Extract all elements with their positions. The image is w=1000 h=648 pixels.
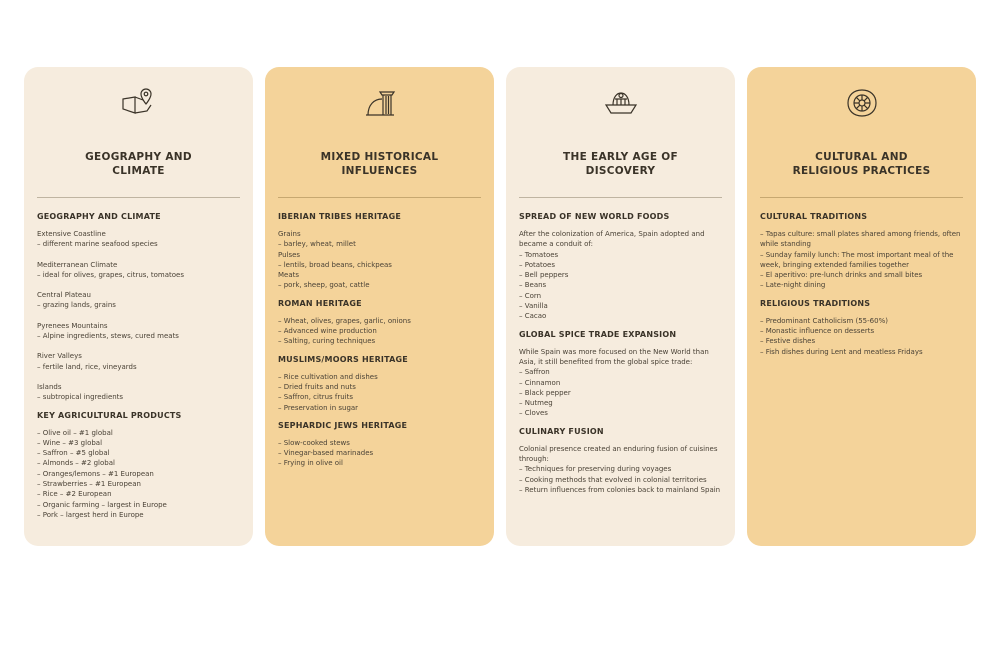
text-group xyxy=(37,351,240,372)
text-line: – grazing lands, grains xyxy=(37,301,116,310)
card-title: CULTURAL AND RELIGIOUS PRACTICES xyxy=(792,151,931,177)
section-geography xyxy=(37,212,240,403)
section-agricultural-products xyxy=(37,411,240,521)
text-line: – pork, sheep, goat, cattle xyxy=(278,281,370,290)
text-line: Pulses xyxy=(278,250,301,259)
text-group xyxy=(37,229,240,250)
text-line: – Cinnamon xyxy=(519,378,561,387)
card-title: THE EARLY AGE OF DISCOVERY xyxy=(563,151,678,177)
text-line: – different marine seafood species xyxy=(37,240,158,249)
text-line: – El aperitivo: pre-lunch drinks and small bites xyxy=(760,271,923,280)
text-line: Islands xyxy=(37,382,62,391)
text-line: Mediterranean Climate xyxy=(37,260,118,269)
text-group xyxy=(519,229,722,322)
text-line: – barley, wheat, millet xyxy=(278,240,356,249)
text-line: – Saffron xyxy=(519,368,550,377)
section-heading: KEY AGRICULTURAL PRODUCTS xyxy=(37,410,182,420)
text-line: Colonial presence created an enduring fusion of cuisines through: xyxy=(519,444,718,464)
rose-window-icon xyxy=(760,67,963,145)
card-historical-influences xyxy=(265,67,494,546)
text-line: – Nutmeg xyxy=(519,399,553,408)
text-line: – Oranges/lemons – #1 European xyxy=(37,469,154,478)
text-line: While Spain was more focused on the New World than Asia, it still benefited from the global spice trade: xyxy=(519,347,709,366)
text-line: – Cloves xyxy=(519,409,548,418)
text-line: – Alpine ingredients, stews, cured meats xyxy=(37,332,179,341)
text-line: – Wheat, olives, grapes, garlic, onions xyxy=(278,316,411,325)
ship-icon xyxy=(519,67,722,145)
text-group xyxy=(278,229,481,291)
text-line: – Saffron, citrus fruits xyxy=(278,393,354,402)
text-group xyxy=(760,229,963,291)
text-line: – Organic farming – largest in Europe xyxy=(37,500,167,509)
text-line: – Beans xyxy=(519,281,547,290)
text-line: – Dried fruits and nuts xyxy=(278,382,356,391)
text-line: Central Plateau xyxy=(37,291,91,300)
divider xyxy=(519,197,722,198)
text-line: – Slow-cooked stews xyxy=(278,438,350,447)
section-heading: CULINARY FUSION xyxy=(519,426,604,436)
text-line: – Salting, curing techniques xyxy=(278,337,376,346)
text-line: – Frying in olive oil xyxy=(278,459,343,468)
text-group xyxy=(278,316,481,347)
text-line: – Return influences from colonies back to mainland Spain xyxy=(519,485,721,494)
text-line: – lentils, broad beans, chickpeas xyxy=(278,260,392,269)
text-group xyxy=(278,372,481,413)
text-group xyxy=(37,321,240,342)
text-group xyxy=(37,290,240,311)
text-line: – Predominant Catholicism (55-60%) xyxy=(760,316,888,325)
text-line: – fertile land, rice, vineyards xyxy=(37,362,137,371)
text-group xyxy=(519,444,722,495)
text-line: – Strawberries – #1 European xyxy=(37,480,141,489)
text-line: – Rice cultivation and dishes xyxy=(278,372,378,381)
text-line: – Late-night dining xyxy=(760,281,826,290)
divider xyxy=(278,197,481,198)
section-new-world-foods xyxy=(519,212,722,322)
section-heading: SPREAD OF NEW WORLD FOODS xyxy=(519,212,670,221)
text-group xyxy=(37,382,240,403)
text-line: After the colonization of America, Spain adopted and became a conduit of: xyxy=(519,230,705,249)
text-group xyxy=(37,428,240,521)
text-line: Extensive Coastline xyxy=(37,230,106,238)
text-line: – Rice – #2 European xyxy=(37,490,112,499)
text-line: – Sunday family lunch: The most important meal of the week, bringing extended families together xyxy=(760,250,954,269)
text-line: – Pork – largest herd in Europe xyxy=(37,510,144,519)
section-heading: CULTURAL TRADITIONS xyxy=(760,212,868,221)
card-geography xyxy=(24,67,253,546)
text-line: – Cacao xyxy=(519,312,547,321)
section-religious-traditions xyxy=(760,299,963,357)
text-group xyxy=(278,438,481,469)
card-cultural-practices xyxy=(747,67,976,546)
text-line: – Vanilla xyxy=(519,302,548,311)
text-line: Meats xyxy=(278,271,300,280)
text-line: – Festive dishes xyxy=(760,337,816,346)
text-line: Grains xyxy=(278,230,301,238)
text-line: – Almonds – #2 global xyxy=(37,459,115,468)
text-line: – Fish dishes during Lent and meatless Fridays xyxy=(760,347,923,356)
section-iberian-tribes xyxy=(278,212,481,291)
text-line: – Tapas culture: small plates shared among friends, often while standing xyxy=(760,230,961,249)
section-moors-heritage xyxy=(278,355,481,413)
text-group xyxy=(760,316,963,357)
section-heading: SEPHARDIC JEWS HERITAGE xyxy=(278,420,408,430)
text-line: – Cooking methods that evolved in colonial territories xyxy=(519,475,707,484)
section-heading: ROMAN HERITAGE xyxy=(278,298,362,308)
divider xyxy=(37,197,240,198)
section-roman-heritage xyxy=(278,299,481,347)
text-line: River Valleys xyxy=(37,352,82,361)
text-line: – Tomatoes xyxy=(519,250,559,259)
column-icon xyxy=(278,67,481,145)
text-line: – Potatoes xyxy=(519,260,555,269)
text-line: – Wine – #3 global xyxy=(37,438,103,447)
section-sephardic-heritage xyxy=(278,421,481,469)
text-line: – subtropical ingredients xyxy=(37,393,124,402)
text-line: – Corn xyxy=(519,291,542,300)
text-line: Pyrenees Mountains xyxy=(37,321,108,330)
section-heading: RELIGIOUS TRADITIONS xyxy=(760,298,871,308)
divider xyxy=(760,197,963,198)
text-line: – Monastic influence on desserts xyxy=(760,327,875,336)
section-spice-trade xyxy=(519,330,722,419)
card-title: MIXED HISTORICAL INFLUENCES xyxy=(320,151,439,177)
text-group xyxy=(37,260,240,281)
map-pin-icon xyxy=(37,67,240,145)
section-heading: GLOBAL SPICE TRADE EXPANSION xyxy=(519,329,677,339)
card-title: GEOGRAPHY AND CLIMATE xyxy=(85,151,192,177)
text-line: – ideal for olives, grapes, citrus, tomatoes xyxy=(37,270,184,279)
text-line: – Techniques for preserving during voyages xyxy=(519,465,672,474)
section-heading: GEOGRAPHY AND CLIMATE xyxy=(37,212,161,221)
section-culinary-fusion xyxy=(519,427,722,495)
text-line: – Bell peppers xyxy=(519,271,569,280)
section-heading: MUSLIMS/MOORS HERITAGE xyxy=(278,354,408,364)
text-line: – Vinegar-based marinades xyxy=(278,449,374,458)
section-heading: IBERIAN TRIBES HERITAGE xyxy=(278,212,402,221)
card-age-of-discovery xyxy=(506,67,735,546)
text-line: – Olive oil – #1 global xyxy=(37,428,113,437)
text-line: – Advanced wine production xyxy=(278,327,377,336)
text-line: – Preservation in sugar xyxy=(278,403,359,412)
text-line: – Black pepper xyxy=(519,388,571,397)
cards-container xyxy=(24,67,976,546)
section-cultural-traditions xyxy=(760,212,963,291)
text-line: – Saffron – #5 global xyxy=(37,449,110,458)
text-group xyxy=(519,347,722,419)
